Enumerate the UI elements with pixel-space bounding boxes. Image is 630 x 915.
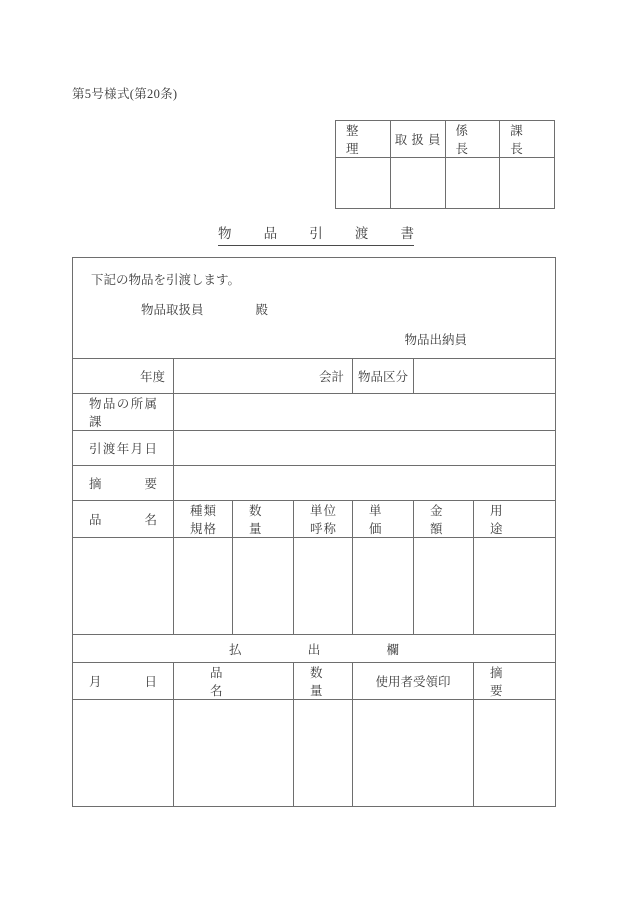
item-column-kingaku-label: 金 額 <box>430 504 468 536</box>
issue-column-tsukihi <box>73 663 174 700</box>
item-cell-tani-koshou[interactable] <box>294 538 353 635</box>
approval-header-row <box>336 121 555 158</box>
fiscal-year-label: 年度 <box>73 359 174 394</box>
item-column-tanka-label: 単 価 <box>369 504 407 536</box>
remarks-row <box>73 466 556 501</box>
intro-addressee-role: 物品取扱員 <box>141 303 204 317</box>
approval-stamp-cell-kachou[interactable] <box>500 158 555 209</box>
intro-addressee-honorific: 殿 <box>255 303 269 317</box>
issue-column-suryo-label: 数 量 <box>310 666 336 698</box>
goods-class-label: 物品区分 <box>353 359 414 394</box>
intro-row <box>73 258 556 359</box>
item-cell-shurui-kikaku[interactable] <box>174 538 233 635</box>
goods-class-value[interactable] <box>414 359 556 394</box>
item-cell-hinmei[interactable] <box>73 538 174 635</box>
item-column-kingaku <box>414 501 474 538</box>
issue-cell-hinmei[interactable] <box>174 700 294 807</box>
item-column-tanka <box>353 501 414 538</box>
approval-stamp-cell-toriatsukaiin[interactable] <box>390 158 445 209</box>
delivery-date-row <box>73 431 556 466</box>
remarks-value[interactable] <box>174 466 556 501</box>
approval-stamp-cell-kakarichou[interactable] <box>445 158 500 209</box>
item-column-youto-label: 用 途 <box>490 504 528 536</box>
issue-column-ryoushuin: 使用者受領印 <box>353 663 474 700</box>
issue-cell-tsukihi[interactable] <box>73 700 174 807</box>
approval-column-seiri-label: 整 理 <box>346 124 372 156</box>
issue-cell-ryoushuin[interactable] <box>353 700 474 807</box>
fiscal-year-row <box>73 359 556 394</box>
item-cell-suryo[interactable] <box>233 538 294 635</box>
issue-column-tsukihi-label: 月 日 <box>89 675 157 689</box>
item-column-shurui-kikaku-label: 種類規格 <box>190 504 216 536</box>
item-column-hinmei <box>73 501 174 538</box>
issue-column-tekiyou <box>474 663 556 700</box>
item-column-shurui-kikaku <box>174 501 233 538</box>
item-table-header-row <box>73 501 556 538</box>
department-label <box>73 394 174 431</box>
form-number: 第5号様式(第20条) <box>72 87 178 101</box>
remarks-label <box>73 466 174 501</box>
item-column-suryo <box>233 501 294 538</box>
department-row <box>73 394 556 431</box>
issue-column-tekiyou-label: 摘 要 <box>490 666 528 698</box>
intro-addressee <box>141 300 268 318</box>
issue-section-title <box>73 635 556 663</box>
main-form-table <box>72 257 556 807</box>
issue-column-hinmei-label: 品 名 <box>210 666 248 698</box>
issue-column-suryo <box>294 663 353 700</box>
intro-statement: 下記の物品を引渡します。 <box>91 273 241 287</box>
issue-cell-suryo[interactable] <box>294 700 353 807</box>
delivery-date-label <box>73 431 174 466</box>
approval-column-kachou-label: 課 長 <box>510 124 536 156</box>
item-column-hinmei-label: 品 名 <box>89 513 157 527</box>
department-label-text: 物品の所属課 <box>89 397 157 429</box>
approval-stamp-table <box>335 120 555 209</box>
remarks-label-text: 摘 要 <box>89 477 157 491</box>
issue-cell-tekiyou[interactable] <box>474 700 556 807</box>
table-row <box>73 538 556 635</box>
item-column-tani-koshou-label: 単位呼称 <box>310 504 336 536</box>
approval-column-kakarichou-label: 係 長 <box>455 124 481 156</box>
table-row <box>73 700 556 807</box>
approval-stamp-row <box>336 158 555 209</box>
issue-table-header-row <box>73 663 556 700</box>
delivery-date-value[interactable] <box>174 431 556 466</box>
approval-column-toriatsukaiin-label: 取扱員 <box>394 133 441 147</box>
intro-cell <box>73 258 556 359</box>
approval-column-kakarichou <box>445 121 500 158</box>
item-cell-kingaku[interactable] <box>414 538 474 635</box>
issue-column-hinmei <box>174 663 294 700</box>
intro-issuer: 物品出納員 <box>404 333 468 347</box>
approval-stamp-cell-seiri[interactable] <box>336 158 391 209</box>
page-title: 物 品 引 渡 書 <box>218 222 414 246</box>
account-label[interactable]: 会計 <box>174 359 353 394</box>
item-column-youto <box>474 501 556 538</box>
item-column-tani-koshou <box>294 501 353 538</box>
item-cell-tanka[interactable] <box>353 538 414 635</box>
item-cell-youto[interactable] <box>474 538 556 635</box>
delivery-date-label-text: 引渡年月日 <box>89 442 157 456</box>
issue-section-title-row <box>73 635 556 663</box>
department-value[interactable] <box>174 394 556 431</box>
approval-column-seiri <box>336 121 391 158</box>
issue-section-title-text: 払 出 欄 <box>229 642 399 657</box>
item-column-suryo-label: 数 量 <box>249 504 287 536</box>
approval-column-toriatsukaiin <box>390 121 445 158</box>
approval-column-kachou <box>500 121 555 158</box>
